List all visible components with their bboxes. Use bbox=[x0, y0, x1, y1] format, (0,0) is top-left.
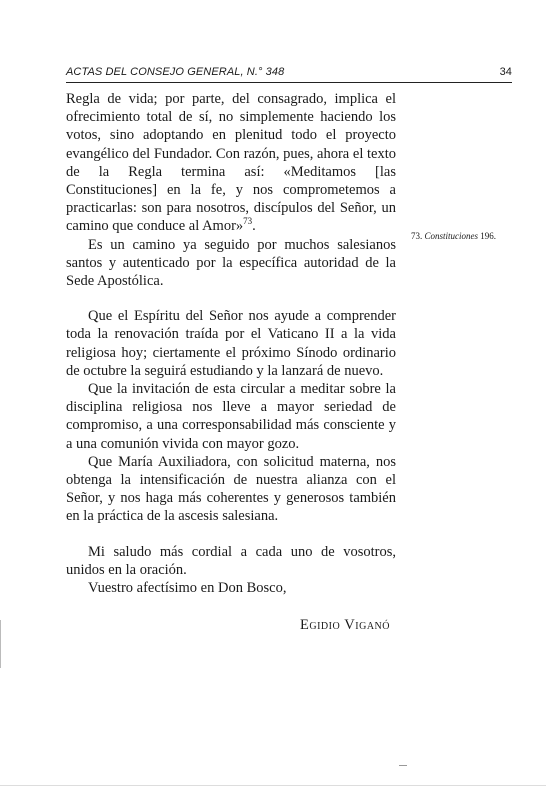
signature-last-name: Viganó bbox=[344, 617, 390, 634]
signature bbox=[66, 616, 396, 634]
footnote-ref: 196. bbox=[480, 231, 496, 241]
scan-bottom-line bbox=[0, 785, 546, 786]
header-rule bbox=[66, 82, 512, 83]
page-number: 34 bbox=[499, 66, 512, 78]
scan-bottom-mark bbox=[399, 765, 407, 766]
footnote-number: 73. bbox=[411, 231, 423, 241]
paragraph-1 bbox=[66, 90, 396, 236]
header-title: ACTAS DEL CONSEJO GENERAL, N.° 348 bbox=[66, 66, 285, 78]
footnote-ref-73[interactable]: 73 bbox=[243, 216, 253, 227]
paragraph-3: Que el Espíritu del Señor nos ayude a comprender toda la renovación traída por el Vaticano II a la vida religiosa hoy; ciertamente el próximo Sínodo ordinario de octubre la seguirá estudiando y la lanzará de nuevo. bbox=[66, 308, 396, 379]
running-header bbox=[66, 66, 512, 82]
paragraph-6: Mi saludo más cordial a cada uno de vosotros, unidos en la oración. bbox=[66, 543, 396, 578]
paragraph-7: Vuestro afectísimo en Don Bosco, bbox=[88, 580, 287, 597]
footnote-source: Constituciones bbox=[424, 231, 478, 241]
signature-first-name: Egidio bbox=[299, 617, 341, 634]
paragraph-2: Es un camino ya seguido por muchos salesianos santos y autenticado por la específica autoridad de la Sede Apostólica. bbox=[66, 236, 396, 290]
paragraph-4: Que la invitación de esta circular a meditar sobre la disciplina religiosa nos lleve a mayor seriedad de compromiso, a una corresponsabilidad más consciente y a una comunión vivida con mayor gozo. bbox=[66, 381, 396, 452]
body-text bbox=[66, 90, 396, 634]
footnote-73 bbox=[411, 231, 521, 242]
paragraph-1-text: Regla de vida; por parte, del consagrado, implica el ofrecimiento total de sí, no simplemente haciendo los votos, sino adoptando en plenitud todo el proyecto evangélico del Fundador. Con razón, pues, ahora el texto de la Regla termina así: «Meditamos [las Constituciones] en la fe, y nos comprometemos a practicarlas: son para nosotros, discípulos del Señor, un camino que conduce al Amor» bbox=[66, 91, 396, 235]
scan-margin-line bbox=[0, 620, 1, 668]
paragraph-5: Que María Auxiliadora, con solicitud materna, nos obtenga la intensificación de nuestra alianza con el Señor, y nos haga más coherentes y generosos también en la práctica de la ascesis salesiana. bbox=[66, 453, 396, 525]
paragraph-1-end: . bbox=[252, 218, 256, 235]
